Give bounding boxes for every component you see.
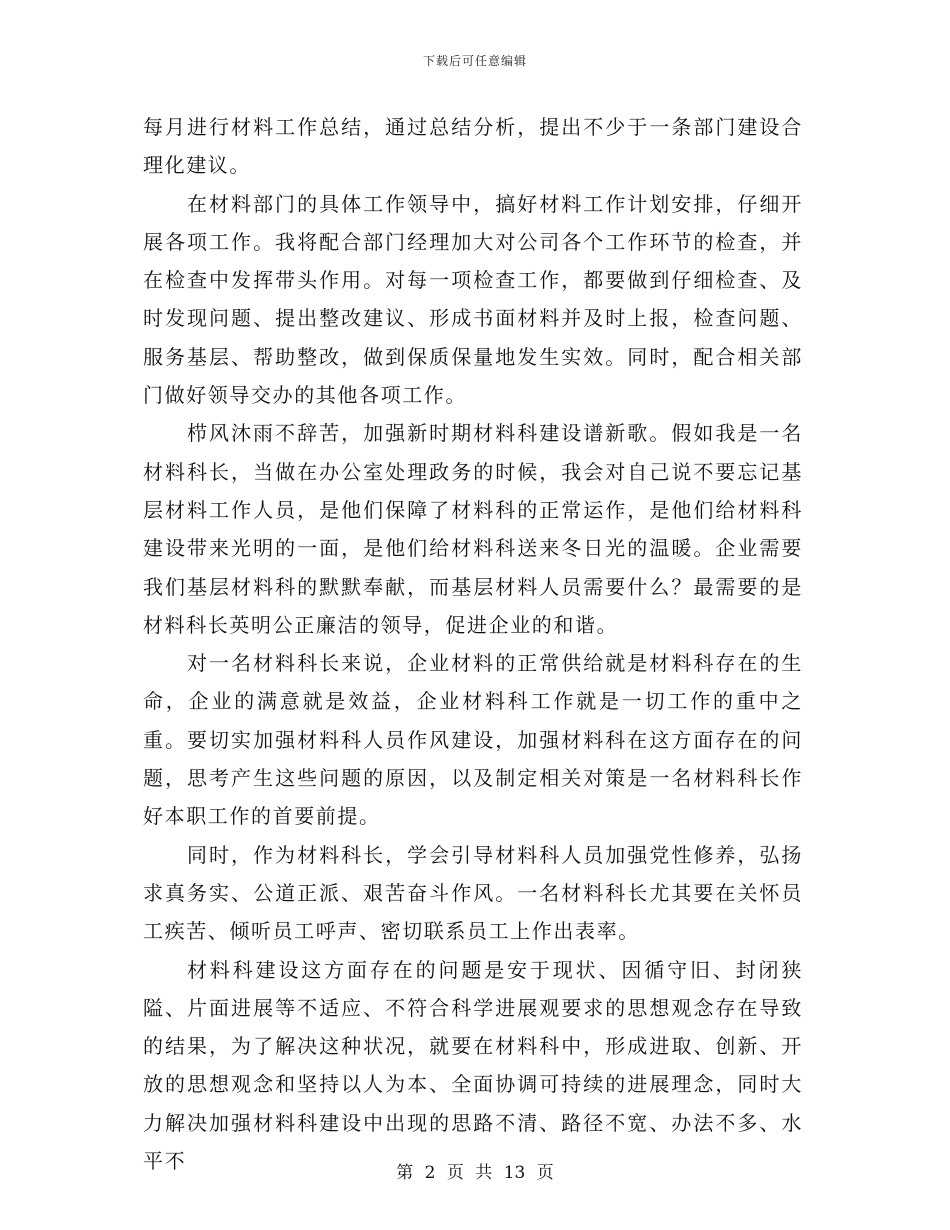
paragraph-5: 同时，作为材料科长，学会引导材料科人员加强党性修养，弘扬求真务实、公道正派、艰苦奋斗作风。一名材料科长尤其要在关怀员工疾苦、倾听员工呼声、密切联系员工上作出表率。 bbox=[143, 842, 803, 944]
document-body bbox=[143, 108, 803, 1180]
paragraph-1: 每月进行材料工作总结，通过总结分析，提出不少于一条部门建设合理化建议。 bbox=[143, 115, 803, 178]
paragraph-4: 对一名材料科长来说，企业材料的正常供给就是材料科存在的生命，企业的满意就是效益，企业材料科工作就是一切工作的重中之重。要切实加强材料科人员作风建设，加强材料科在这方面存在的问题，思考产生这些问题的原因，以及制定相关对策是一名材料科长作好本职工作的首要前提。 bbox=[143, 651, 803, 829]
paragraph-3: 栉风沐雨不辞苦，加强新时期材料科建设谱新歌。假如我是一名材料科长，当做在办公室处理政务的时候，我会对自己说不要忘记基层材料工作人员，是他们保障了材料科的正常运作，是他们给材料科建设带来光明的一面，是他们给材料科送来冬日光的温暖。企业需要我们基层材料科的默默奉献，而基层材料人员需要什么？最需要的是材料科长英明公正廉洁的领导，促进企业的和谐。 bbox=[143, 421, 803, 637]
page-footer: 第 2 页 共 13 页 bbox=[396, 1163, 554, 1183]
paragraph-6: 材料科建设这方面存在的问题是安于现状、因循守旧、封闭狭隘、片面进展等不适应、不符合科学进展观要求的思想观念存在导致的结果，为了解决这种状况，就要在材料科中，形成进取、创新、开放的思想观念和坚持以人为本、全面协调可持续的进展理念，同时大力解决加强材料科建设中出现的思路不清、路径不宽、办法不多、水平不 bbox=[143, 957, 803, 1174]
page-header: 下载后可任意编辑 bbox=[422, 54, 527, 68]
paragraph-2: 在材料部门的具体工作领导中，搞好材料工作计划安排，仔细开展各项工作。我将配合部门经理加大对公司各个工作环节的检查，并在检查中发挥带头作用。对每一项检查工作，都要做到仔细检查、及时发现问题、提出整改建议、形成书面材料并及时上报，检查问题、服务基层、帮助整改，做到保质保量地发生实效。同时，配合相关部门做好领导交办的其他各项工作。 bbox=[143, 191, 803, 408]
